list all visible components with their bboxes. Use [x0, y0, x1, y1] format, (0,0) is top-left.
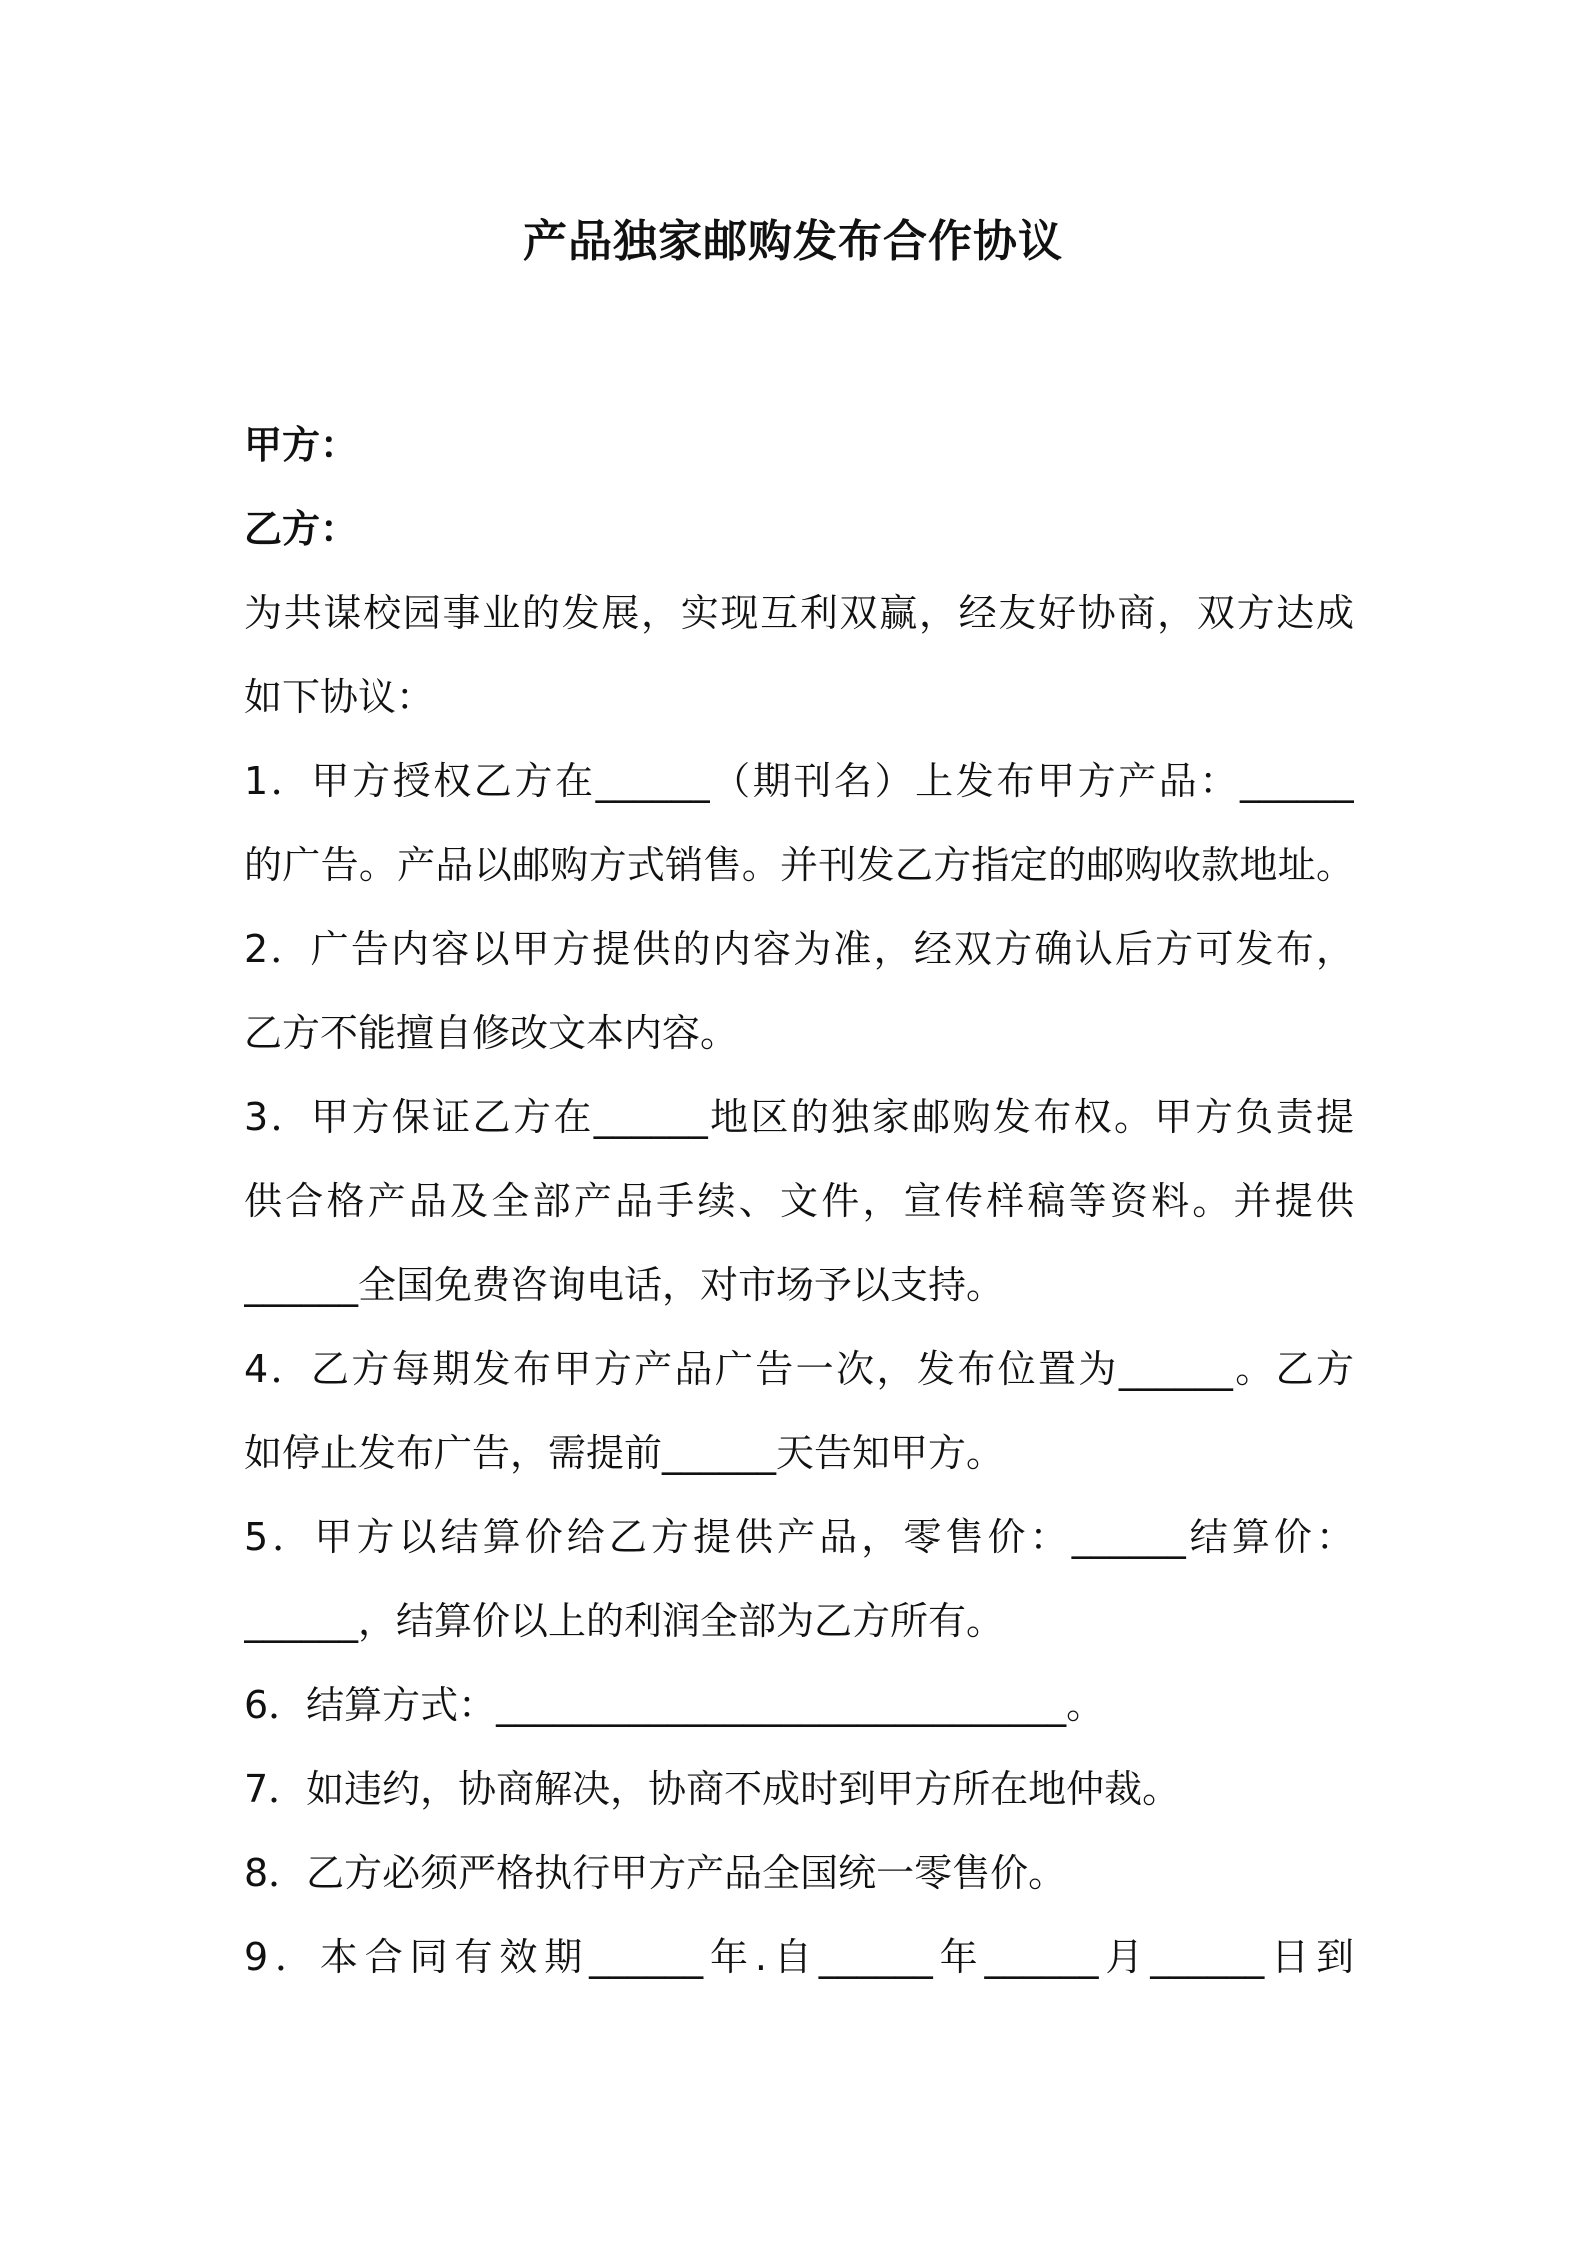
clause-9-line: 9．本合同有效期______年.自______年______月______日到	[244, 1935, 1354, 1979]
clause-5-line-1: 5．甲方以结算价给乙方提供产品，零售价：______结算价：	[244, 1515, 1354, 1559]
clause-1-line-1: 1．甲方授权乙方在______（期刊名）上发布甲方产品：______	[244, 759, 1354, 803]
clause-7-line: 7．如违约，协商解决，协商不成时到甲方所在地仲裁。	[244, 1767, 1181, 1811]
party-a-line: 甲方：	[244, 423, 359, 467]
preamble-line-1: 为共谋校园事业的发展，实现互利双赢，经友好协商，双方达成	[244, 591, 1354, 635]
clause-8-line: 8．乙方必须严格执行甲方产品全国统一零售价。	[244, 1851, 1067, 1895]
document-title: 产品独家邮购发布合作协议	[523, 216, 1063, 267]
clause-3-line-2: 供合格产品及全部产品手续、文件，宣传样稿等资料。并提供	[244, 1179, 1354, 1223]
clause-4-line-2: 如停止发布广告，需提前______天告知甲方。	[244, 1431, 1005, 1475]
preamble-line-2: 如下协议：	[244, 675, 435, 719]
clause-3-line-1: 3．甲方保证乙方在______地区的独家邮购发布权。甲方负责提	[244, 1095, 1354, 1139]
clause-6-line: 6．结算方式：______________________________。	[244, 1683, 1105, 1727]
clause-2-line-1: 2．广告内容以甲方提供的内容为准，经双方确认后方可发布，	[244, 927, 1354, 971]
document-body	[244, 403, 1354, 1999]
clause-2-line-2: 乙方不能擅自修改文本内容。	[244, 1011, 739, 1055]
clause-1-line-2: 的广告。产品以邮购方式销售。并刊发乙方指定的邮购收款地址。	[244, 843, 1354, 887]
clause-3-line-3: ______全国免费咨询电话，对市场予以支持。	[244, 1263, 1005, 1307]
clause-5-line-2: ______，结算价以上的利润全部为乙方所有。	[244, 1599, 1005, 1643]
clause-4-line-1: 4．乙方每期发布甲方产品广告一次，发布位置为______。乙方	[244, 1347, 1354, 1391]
party-b-line: 乙方：	[244, 507, 359, 551]
